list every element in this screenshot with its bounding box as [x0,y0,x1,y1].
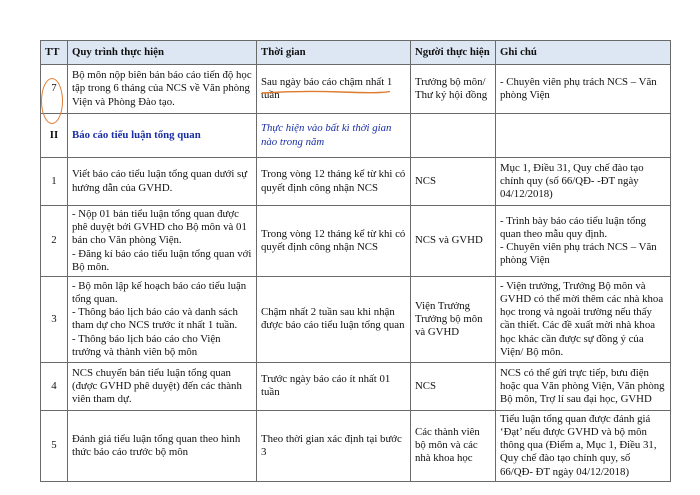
table-row [41,410,671,481]
row-time: Chậm nhất 2 tuần sau khi nhận được báo cáo tiểu luận tổng quan [257,276,411,362]
row-time: Trước ngày báo cáo ít nhất 01 tuần [257,362,411,410]
header-tt: TT [41,41,68,65]
row-process [68,276,257,362]
row7-notes: - Chuyên viên phụ trách NCS – Văn phòng Viện [496,65,671,114]
row-process [68,362,257,410]
row-performer: NCS [411,362,496,410]
row-tt: 4 [41,362,68,410]
row7-tt-annotated [51,82,56,95]
section2-notes-empty [496,114,671,158]
row7-tt-cell [41,65,68,114]
table-row [41,158,671,206]
process-line: - Bộ môn lập kế hoạch báo cáo tiểu luận tổng quan. [72,279,247,306]
process-line: - Đăng kí báo cáo tiểu luận tổng quan với Bộ môn. [72,247,252,273]
row-tt: 5 [41,410,68,481]
notes-line: Mục 1, Điều 31, Quy chế đào tạo chính quy (số 66/QĐ- -ĐT ngày 04/12/2018) [500,161,644,201]
row-notes [496,410,671,481]
row-process [68,206,257,277]
row-process [68,410,257,481]
header-performer: Người thực hiện [411,41,496,65]
row-time: Theo thời gian xác định tại bước 3 [257,410,411,481]
row-notes [496,206,671,277]
procedure-table-container [40,40,670,482]
section-row-ii [41,114,671,158]
row-performer: Viện Trưởng Trưởng bộ môn và GVHD [411,276,496,362]
row-notes [496,158,671,206]
row-tt: 1 [41,158,68,206]
process-line: - Thông báo lịch báo cáo và danh sách tham dự cho NCS trước ít nhất 1 tuần. [72,306,238,332]
row-time: Trong vòng 12 tháng kể từ khi có quyết định công nhận NCS [257,158,411,206]
table-header-row [41,41,671,65]
row7-tt: 7 [51,82,57,95]
section2-title: Báo cáo tiểu luận tổng quan [68,114,257,158]
row7-time-cell [257,65,411,114]
section2-performer-empty [411,114,496,158]
table-row [41,362,671,410]
table-row [41,276,671,362]
row-performer: NCS [411,158,496,206]
header-time: Thời gian [257,41,411,65]
row-tt: 3 [41,276,68,362]
procedure-table [40,40,671,482]
row-process [68,158,257,206]
row-tt: 2 [41,206,68,277]
notes-line: - Chuyên viên phụ trách NCS – Văn phòng Viện [500,240,657,267]
section2-tt: II [41,114,68,158]
header-process: Quy trình thực hiện [68,41,257,65]
hand-drawn-underline-mark [261,89,391,95]
process-line: Đánh giá tiểu luận tổng quan theo hình thức báo cáo trước bộ môn [72,432,241,458]
notes-line: Tiểu luận tổng quan được đánh giá ‘Đạt’ nếu được GVHD và bộ môn thông qua (Điểm a, Mục 1, Điều 31, Quy chế đào tạo chính quy, số 66/QĐ- ĐT ngày 04/12/2018) [500,412,657,478]
row-performer: Các thành viên bộ môn và các nhà khoa học [411,410,496,481]
notes-line: - Trình bày báo cáo tiểu luận tổng quan theo mẫu quy định. [500,214,647,240]
process-line: - Nộp 01 bản tiểu luận tổng quan được phê duyệt bởi GVHD cho Bộ môn và 01 bản cho Văn phòng Viện. [72,208,247,247]
row-notes [496,362,671,410]
table-row-7 [41,65,671,114]
row-notes [496,276,671,362]
table-row [41,206,671,277]
row7-time: Sau ngày báo cáo chậm nhất 1 tuần [261,75,393,101]
section2-time: Thực hiện vào bất kì thời gian nào trong năm [257,114,411,158]
row-performer: NCS và GVHD [411,206,496,277]
notes-line: NCS có thể gửi trực tiếp, bưu điện hoặc qua Văn phòng Viện, Văn phòng Bộ môn, Trợ lí sau đại học, GVHD [500,366,665,405]
process-line: - Thông báo lịch báo cáo cho Viện trưởng và thành viên bộ môn [72,332,221,358]
process-line: Viết báo cáo tiểu luận tổng quan dưới sự hướng dẫn của GVHD. [72,168,248,194]
row-time: Trong vòng 12 tháng kể từ khi có quyết định công nhận NCS [257,206,411,277]
row7-process: Bộ môn nộp biên bản báo cáo tiến độ học tập trong 6 tháng của NCS về Văn phòng Viện và Phòng Đào tạo. [68,65,257,114]
process-line: NCS chuyển bản tiểu luận tổng quan (được GVHD phê duyệt) đến các thành viên tham dự. [72,366,242,405]
notes-line: - Viện trưởng, Trưởng Bộ môn và GVHD có thể mời thêm các nhà khoa học trong và ngoài trường nếu thấy cần thiết. Các đề xuất mời nhà khoa học khác cần được sự đồng ý của Viện/ Bộ môn. [500,279,664,358]
header-notes: Ghi chú [496,41,671,65]
row7-performer: Trưởng bộ môn/ Thư ký hội đồng [411,65,496,114]
